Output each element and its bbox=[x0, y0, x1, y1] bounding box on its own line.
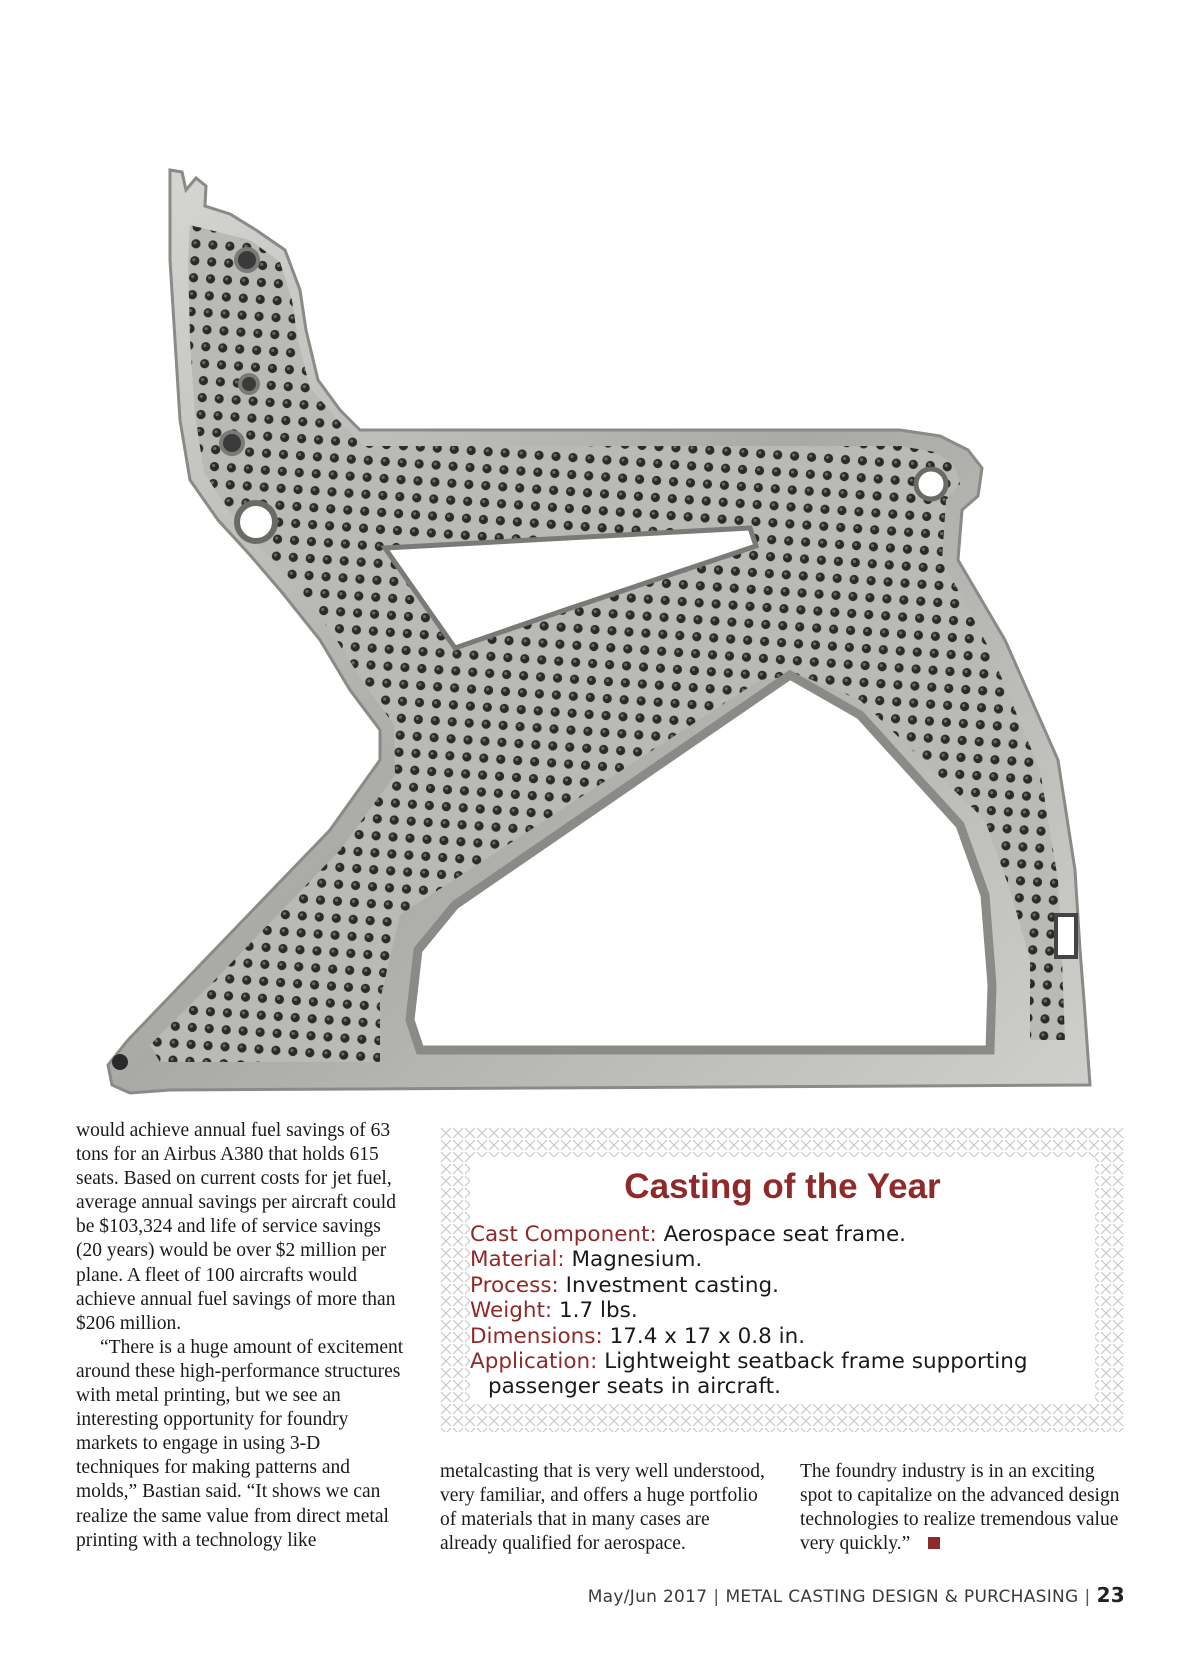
spec-label: Process: bbox=[470, 1272, 559, 1298]
spec-value: Magnesium. bbox=[571, 1247, 703, 1273]
issue-date: May/Jun 2017 bbox=[587, 1587, 708, 1607]
paragraph-1: would achieve annual fuel savings of 63 tons for an Airbus A380 that holds 615 seats. Based on current costs for jet fuel, average annual savings per aircraft could be $103,324 and life of service savings (20 years) would be over $2 million per plane. A fleet of 100 aircrafts would achieve annual fuel savings of more than $206 million. bbox=[76, 1120, 396, 1334]
page-footer bbox=[588, 1583, 1125, 1607]
spec-label: Weight: bbox=[470, 1298, 553, 1324]
spec-label: Application: bbox=[470, 1349, 598, 1375]
spec-label: Material: bbox=[470, 1247, 565, 1273]
spec-value: 17.4 x 17 x 0.8 in. bbox=[609, 1323, 806, 1349]
middle-column-text bbox=[440, 1460, 770, 1556]
paragraph-2: “There is a huge amount of excitement around these high-performance structures with metal printing, but we see an interesting opportunity for foundry markets to engage in using 3-D techniques for making patterns and molds,” Bastian said. “It shows we can realize the same value from direct metal printing with a technology like bbox=[76, 1336, 404, 1551]
spec-label: Cast Component: bbox=[470, 1222, 657, 1247]
spec-weight bbox=[470, 1298, 1070, 1323]
paragraph-3: metalcasting that is very well understood, very familiar, and offers a huge portfolio of materials that in many cases are already qualified for aerospace. bbox=[440, 1461, 765, 1555]
spec-value: Aerospace seat frame. bbox=[663, 1222, 907, 1247]
right-column-text bbox=[800, 1460, 1130, 1556]
paragraph-4 bbox=[800, 1460, 1130, 1556]
spec-application bbox=[470, 1349, 1070, 1400]
spec-list bbox=[470, 1222, 1070, 1400]
sidebar-title: Casting of the Year bbox=[624, 1167, 941, 1206]
spec-process bbox=[470, 1273, 1070, 1298]
footer-separator: | bbox=[1084, 1587, 1091, 1607]
spec-value: Lightweight seatback frame supporting passenger seats in aircraft. bbox=[488, 1349, 1028, 1400]
sidebar-content bbox=[470, 1157, 1095, 1402]
spec-value: 1.7 lbs. bbox=[559, 1298, 638, 1324]
footer-separator: | bbox=[713, 1587, 720, 1607]
closing-quote-text: The foundry industry is in an exciting spot to capitalize on the advanced design technologies to realize tremendous value very quickly.” bbox=[800, 1461, 1120, 1555]
spec-label: Dimensions: bbox=[470, 1323, 603, 1349]
spec-value: Investment casting. bbox=[565, 1272, 779, 1298]
publication-name: METAL CASTING DESIGN & PURCHASING bbox=[725, 1587, 1079, 1607]
end-of-article-mark-icon bbox=[928, 1537, 940, 1549]
spec-dimensions bbox=[470, 1324, 1070, 1349]
spec-material bbox=[470, 1247, 1070, 1272]
left-column-text bbox=[76, 1119, 406, 1553]
casting-of-the-year-sidebar bbox=[440, 1127, 1125, 1432]
spec-cast-component bbox=[470, 1222, 1070, 1247]
page-number: 23 bbox=[1096, 1583, 1125, 1607]
